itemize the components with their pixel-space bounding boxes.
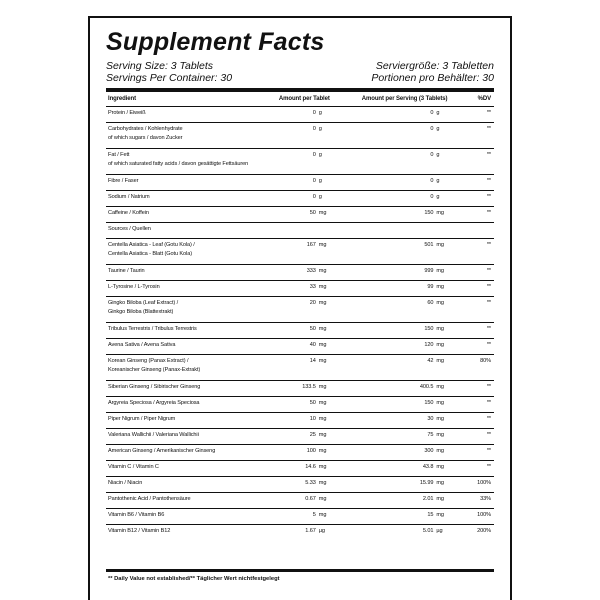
amount-per-tablet-cell	[251, 106, 333, 122]
amount-per-tablet-unit: g	[318, 109, 322, 116]
amount-per-serving-value: 60	[427, 299, 434, 306]
amount-per-tablet-value: 0	[312, 151, 316, 158]
amount-per-serving-value: 42	[427, 357, 434, 364]
amount-per-serving-cell	[333, 524, 451, 540]
footnote: ** Daily Value not established/** Täglicher Wert nichtfestgelegt	[108, 576, 280, 582]
amount-per-tablet-unit: mg	[318, 267, 327, 274]
ingredient-name: Protein / Eiweiß	[108, 109, 146, 116]
amount-per-serving-value: 0	[430, 151, 434, 158]
amount-per-tablet-cell	[251, 238, 333, 264]
amount-per-serving-value: 75	[427, 431, 434, 438]
amount-per-tablet-unit: mg	[318, 511, 327, 518]
table-row	[106, 412, 494, 428]
amount-per-serving-value: 0	[430, 109, 434, 116]
amount-per-serving-value: 999	[424, 267, 434, 274]
amount-per-tablet-unit: mg	[318, 209, 327, 216]
amount-per-tablet-cell	[251, 264, 333, 280]
daily-value-cell: **	[450, 444, 494, 460]
ingredient-cell	[106, 296, 251, 322]
amount-per-serving-cell	[333, 354, 451, 380]
amount-per-serving-cell	[333, 174, 451, 190]
amount-per-serving-cell	[333, 222, 451, 238]
ingredient-cell	[106, 354, 251, 380]
ingredient-subname: Koreanischer Ginseng (Panax-Extrakt)	[108, 366, 201, 373]
table-row	[106, 296, 494, 322]
table-row	[106, 354, 494, 380]
amount-per-serving-cell	[333, 296, 451, 322]
ingredient-cell	[106, 174, 251, 190]
amount-per-tablet-unit: mg	[318, 495, 327, 502]
daily-value-cell: 200%	[477, 527, 491, 534]
daily-value-cell: **	[450, 428, 494, 444]
ingredient-name: Fibre / Faser	[108, 177, 139, 184]
header-per-tablet: Amount per Tablet	[251, 92, 333, 106]
amount-per-serving-unit: mg	[436, 511, 444, 518]
ingredient-cell	[106, 412, 251, 428]
ingredient-subname: Ginkgo Biloba (Blattextrakt)	[108, 308, 174, 315]
ingredient-cell	[106, 222, 251, 238]
table-row	[106, 460, 494, 476]
amount-per-tablet-value: 40	[309, 341, 316, 348]
amount-per-serving-unit: mg	[436, 431, 444, 438]
amount-per-serving-unit: g	[436, 125, 440, 132]
amount-per-tablet-value: 100	[306, 447, 316, 454]
amount-per-tablet-cell	[251, 508, 333, 524]
amount-per-tablet-cell	[251, 460, 333, 476]
amount-per-tablet-cell	[251, 206, 333, 222]
amount-per-tablet-value: 50	[309, 209, 316, 216]
daily-value-cell: **	[450, 190, 494, 206]
amount-per-tablet-unit: mg	[318, 283, 327, 290]
servings-per-container-en: Servings Per Container: 30	[106, 72, 233, 84]
ingredient-name: Carbohydrates / Kohlenhydrate	[108, 125, 183, 132]
amount-per-serving-value: 300	[424, 447, 434, 454]
serving-size-de: Serviergröße: 3 Tabletten	[375, 60, 494, 72]
ingredient-subname: Centella Asiatica - Blatt (Gotu Kola)	[108, 250, 192, 257]
amount-per-serving-value: 0	[430, 193, 434, 200]
amount-per-serving-cell	[333, 412, 451, 428]
amount-per-serving-value: 400.5	[419, 383, 434, 390]
serving-size-row	[106, 60, 494, 72]
amount-per-serving-unit: µg	[436, 527, 443, 534]
daily-value-cell: **	[450, 264, 494, 280]
amount-per-serving-unit: mg	[436, 341, 444, 348]
amount-per-tablet-unit: mg	[318, 447, 327, 454]
amount-per-tablet-unit: mg	[318, 463, 327, 470]
amount-per-serving-unit: mg	[436, 479, 444, 486]
amount-per-serving-cell	[333, 460, 451, 476]
amount-per-tablet-unit: mg	[318, 415, 327, 422]
ingredient-cell	[106, 322, 251, 338]
ingredient-cell	[106, 444, 251, 460]
table-row	[106, 338, 494, 354]
amount-per-tablet-unit: g	[318, 151, 322, 158]
ingredient-name: Sodium / Natrium	[108, 193, 150, 200]
amount-per-tablet-value: 14	[309, 357, 316, 364]
footer-divider	[106, 569, 494, 572]
daily-value-cell: 100%	[450, 508, 494, 524]
amount-per-serving-cell	[333, 148, 451, 174]
amount-per-tablet-value: 33	[309, 283, 316, 290]
amount-per-serving-value: 2.01	[422, 495, 434, 502]
daily-value-cell: **	[450, 322, 494, 338]
amount-per-tablet-value: 14.6	[305, 463, 316, 470]
daily-value-cell: **	[450, 460, 494, 476]
ingredient-name: Argyreia Speciosa / Argyreia Speciosa	[108, 399, 200, 406]
table-row	[106, 122, 494, 148]
table-row	[106, 106, 494, 122]
table-row	[106, 396, 494, 412]
ingredient-name: Avena Sativa / Avena Sativa	[108, 341, 176, 348]
ingredient-name: Piper Nigrum / Piper Nigrum	[108, 415, 176, 422]
amount-per-tablet-value: 5.33	[305, 479, 316, 486]
table-row	[106, 148, 494, 174]
table-row	[106, 508, 494, 524]
ingredient-name: Caffeine / Koffein	[108, 209, 149, 216]
ingredient-cell	[106, 264, 251, 280]
facts-table	[106, 92, 494, 540]
amount-per-serving-cell	[333, 238, 451, 264]
amount-per-tablet-unit: mg	[318, 479, 327, 486]
table-header-row	[106, 92, 494, 106]
ingredient-cell	[106, 428, 251, 444]
amount-per-serving-unit: mg	[436, 241, 444, 248]
table-row	[106, 476, 494, 492]
amount-per-tablet-value: 0	[312, 125, 316, 132]
amount-per-tablet-cell	[251, 444, 333, 460]
amount-per-serving-cell	[333, 380, 451, 396]
amount-per-tablet-unit: g	[318, 125, 322, 132]
ingredient-name: Vitamin B6 / Vitamin B6	[108, 511, 165, 518]
amount-per-serving-cell	[333, 492, 451, 508]
amount-per-tablet-cell	[251, 524, 333, 540]
facts-table-body	[106, 106, 494, 540]
amount-per-serving-unit: g	[436, 193, 440, 200]
amount-per-serving-value: 0	[430, 125, 434, 132]
amount-per-tablet-cell	[251, 396, 333, 412]
amount-per-serving-unit: mg	[436, 325, 444, 332]
amount-per-tablet-cell	[251, 122, 333, 148]
amount-per-tablet-value: 333	[306, 267, 316, 274]
ingredient-name: L-Tyrosine / L-Tyrosin	[108, 283, 160, 290]
amount-per-tablet-unit: mg	[318, 431, 327, 438]
ingredient-cell	[106, 122, 251, 148]
amount-per-serving-unit: mg	[436, 447, 444, 454]
amount-per-tablet-unit: mg	[318, 325, 327, 332]
ingredient-cell	[106, 380, 251, 396]
amount-per-serving-unit: mg	[436, 283, 444, 290]
servings-per-container-row	[106, 72, 494, 84]
amount-per-tablet-unit: mg	[318, 357, 327, 364]
table-row	[106, 206, 494, 222]
amount-per-tablet-cell	[251, 222, 333, 238]
ingredient-cell	[106, 280, 251, 296]
amount-per-tablet-unit: mg	[318, 241, 327, 248]
header-ingredient: Ingredient	[106, 92, 251, 106]
ingredient-name: Taurine / Taurin	[108, 267, 145, 274]
ingredient-name: Fat / Fett	[108, 151, 130, 158]
ingredient-cell	[106, 238, 251, 264]
ingredient-name: Siberian Ginseng / Sibirischer Ginseng	[108, 383, 201, 390]
header-per-serving: Amount per Serving (3 Tablets)	[333, 92, 451, 106]
amount-per-tablet-cell	[251, 428, 333, 444]
amount-per-tablet-cell	[251, 296, 333, 322]
amount-per-serving-unit: mg	[436, 399, 444, 406]
amount-per-tablet-unit: g	[318, 177, 322, 184]
serving-size-en: Serving Size: 3 Tablets	[106, 60, 214, 72]
amount-per-tablet-value: 0	[312, 193, 316, 200]
amount-per-serving-cell	[333, 476, 451, 492]
amount-per-serving-cell	[333, 264, 451, 280]
amount-per-serving-cell	[333, 122, 451, 148]
amount-per-serving-value: 15.99	[419, 479, 434, 486]
amount-per-tablet-value: 167	[306, 241, 316, 248]
ingredient-cell	[106, 508, 251, 524]
table-row	[106, 444, 494, 460]
table-row	[106, 492, 494, 508]
amount-per-tablet-cell	[251, 190, 333, 206]
amount-per-tablet-value: 133.5	[302, 383, 316, 390]
ingredient-name: Centella Asiatica - Leaf (Gotu Kola) /	[108, 241, 195, 248]
amount-per-tablet-cell	[251, 280, 333, 296]
amount-per-tablet-unit: mg	[318, 383, 327, 390]
amount-per-serving-unit: mg	[436, 299, 444, 306]
amount-per-serving-unit: mg	[436, 463, 444, 470]
daily-value-cell: **	[450, 206, 494, 222]
daily-value-cell: **	[450, 412, 494, 428]
amount-per-serving-cell	[333, 428, 451, 444]
table-row	[106, 174, 494, 190]
amount-per-tablet-cell	[251, 174, 333, 190]
amount-per-serving-value: 150	[424, 399, 434, 406]
amount-per-tablet-cell	[251, 492, 333, 508]
daily-value-cell: **	[450, 238, 494, 264]
amount-per-serving-value: 30	[427, 415, 434, 422]
ingredient-cell	[106, 338, 251, 354]
amount-per-serving-cell	[333, 396, 451, 412]
table-row	[106, 222, 494, 238]
amount-per-tablet-cell	[251, 476, 333, 492]
ingredient-cell	[106, 492, 251, 508]
amount-per-serving-value: 150	[424, 209, 434, 216]
daily-value-cell	[450, 222, 494, 238]
table-row	[106, 524, 494, 540]
table-row	[106, 190, 494, 206]
ingredient-name: American Ginseng / Amerikanischer Ginseng	[108, 447, 216, 454]
ingredient-name: Gingko Biloba (Leaf Extract) /	[108, 299, 179, 306]
amount-per-serving-value: 501	[424, 241, 434, 248]
ingredient-cell	[106, 476, 251, 492]
amount-per-tablet-cell	[251, 412, 333, 428]
panel-title: Supplement Facts	[106, 28, 325, 56]
amount-per-tablet-value: 50	[309, 399, 316, 406]
amount-per-serving-cell	[333, 190, 451, 206]
amount-per-tablet-unit: mg	[318, 299, 327, 306]
daily-value-cell: **	[450, 396, 494, 412]
amount-per-serving-value: 5.01	[422, 527, 434, 534]
amount-per-tablet-value: 50	[309, 325, 316, 332]
daily-value-cell: **	[450, 296, 494, 322]
amount-per-tablet-cell	[251, 322, 333, 338]
ingredient-name: Valeriana Wallichii / Valeriana Wallichii	[108, 431, 199, 438]
daily-value-cell: **	[450, 148, 494, 174]
table-row	[106, 322, 494, 338]
ingredient-subname: of which saturated fatty acids / davon gesättigte Fettsäuren	[108, 160, 249, 167]
servings-per-container-de: Portionen pro Behälter: 30	[371, 72, 494, 84]
amount-per-tablet-cell	[251, 338, 333, 354]
amount-per-tablet-value: 0.67	[305, 495, 316, 502]
amount-per-serving-cell	[333, 508, 451, 524]
amount-per-serving-cell	[333, 106, 451, 122]
ingredient-name: Vitamin B12 / Vitamin B12	[108, 527, 171, 534]
amount-per-serving-cell	[333, 338, 451, 354]
amount-per-serving-value: 120	[424, 341, 434, 348]
table-row	[106, 380, 494, 396]
amount-per-serving-unit: mg	[436, 267, 444, 274]
daily-value-cell: **	[450, 122, 494, 148]
amount-per-tablet-cell	[251, 354, 333, 380]
ingredient-cell	[106, 460, 251, 476]
ingredient-cell	[106, 524, 251, 540]
amount-per-tablet-value: 25	[309, 431, 316, 438]
amount-per-serving-unit: mg	[436, 383, 444, 390]
amount-per-serving-cell	[333, 444, 451, 460]
daily-value-cell: **	[450, 106, 494, 122]
amount-per-tablet-cell	[251, 148, 333, 174]
amount-per-serving-cell	[333, 280, 451, 296]
ingredient-name: Sources / Quellen	[108, 225, 151, 232]
amount-per-serving-unit: g	[436, 151, 440, 158]
daily-value-cell: **	[450, 380, 494, 396]
ingredient-cell	[106, 396, 251, 412]
ingredient-name: Pantothenic Acid / Pantothensäure	[108, 495, 191, 502]
amount-per-serving-unit: g	[436, 177, 440, 184]
table-row	[106, 428, 494, 444]
ingredient-subname: of which sugars / davon Zucker	[108, 134, 183, 141]
daily-value-cell: **	[450, 174, 494, 190]
amount-per-serving-unit: g	[436, 109, 440, 116]
amount-per-serving-cell	[333, 322, 451, 338]
amount-per-serving-value: 15	[427, 511, 434, 518]
ingredient-cell	[106, 148, 251, 174]
daily-value-cell: 80%	[450, 354, 494, 380]
amount-per-tablet-unit: mg	[318, 341, 327, 348]
ingredient-name: Niacin / Niacin	[108, 479, 143, 486]
amount-per-tablet-unit: µg	[318, 527, 325, 534]
amount-per-serving-unit: mg	[436, 415, 444, 422]
amount-per-tablet-value: 10	[309, 415, 316, 422]
table-row	[106, 238, 494, 264]
amount-per-tablet-unit: mg	[318, 399, 327, 406]
amount-per-serving-value: 99	[427, 283, 434, 290]
ingredient-cell	[106, 190, 251, 206]
ingredient-cell	[106, 206, 251, 222]
amount-per-tablet-value: 1.67	[305, 527, 316, 534]
amount-per-serving-cell	[333, 206, 451, 222]
ingredient-name: Korean Ginseng (Panax Extract) /	[108, 357, 189, 364]
table-row	[106, 264, 494, 280]
amount-per-tablet-unit: g	[318, 193, 322, 200]
amount-per-serving-unit: mg	[436, 495, 444, 502]
amount-per-tablet-value: 5	[312, 511, 316, 518]
amount-per-serving-value: 150	[424, 325, 434, 332]
supplement-facts-panel	[88, 16, 512, 600]
amount-per-serving-value: 0	[430, 177, 434, 184]
daily-value-cell: **	[450, 280, 494, 296]
amount-per-serving-value: 43.8	[422, 463, 434, 470]
amount-per-serving-unit: mg	[436, 357, 444, 364]
amount-per-tablet-value: 0	[312, 109, 316, 116]
header-dv: %DV	[450, 92, 494, 106]
ingredient-name: Vitamin C / Vitamin C	[108, 463, 159, 470]
ingredient-name: Tribulus Terrestris / Tribulus Terrestris	[108, 325, 197, 332]
amount-per-tablet-cell	[251, 380, 333, 396]
daily-value-cell: 100%	[450, 476, 494, 492]
amount-per-serving-unit: mg	[436, 209, 444, 216]
amount-per-tablet-value: 0	[312, 177, 316, 184]
amount-per-tablet-value: 20	[309, 299, 316, 306]
daily-value-cell: **	[450, 338, 494, 354]
daily-value-cell: 33%	[450, 492, 494, 508]
ingredient-cell	[106, 106, 251, 122]
table-row	[106, 280, 494, 296]
